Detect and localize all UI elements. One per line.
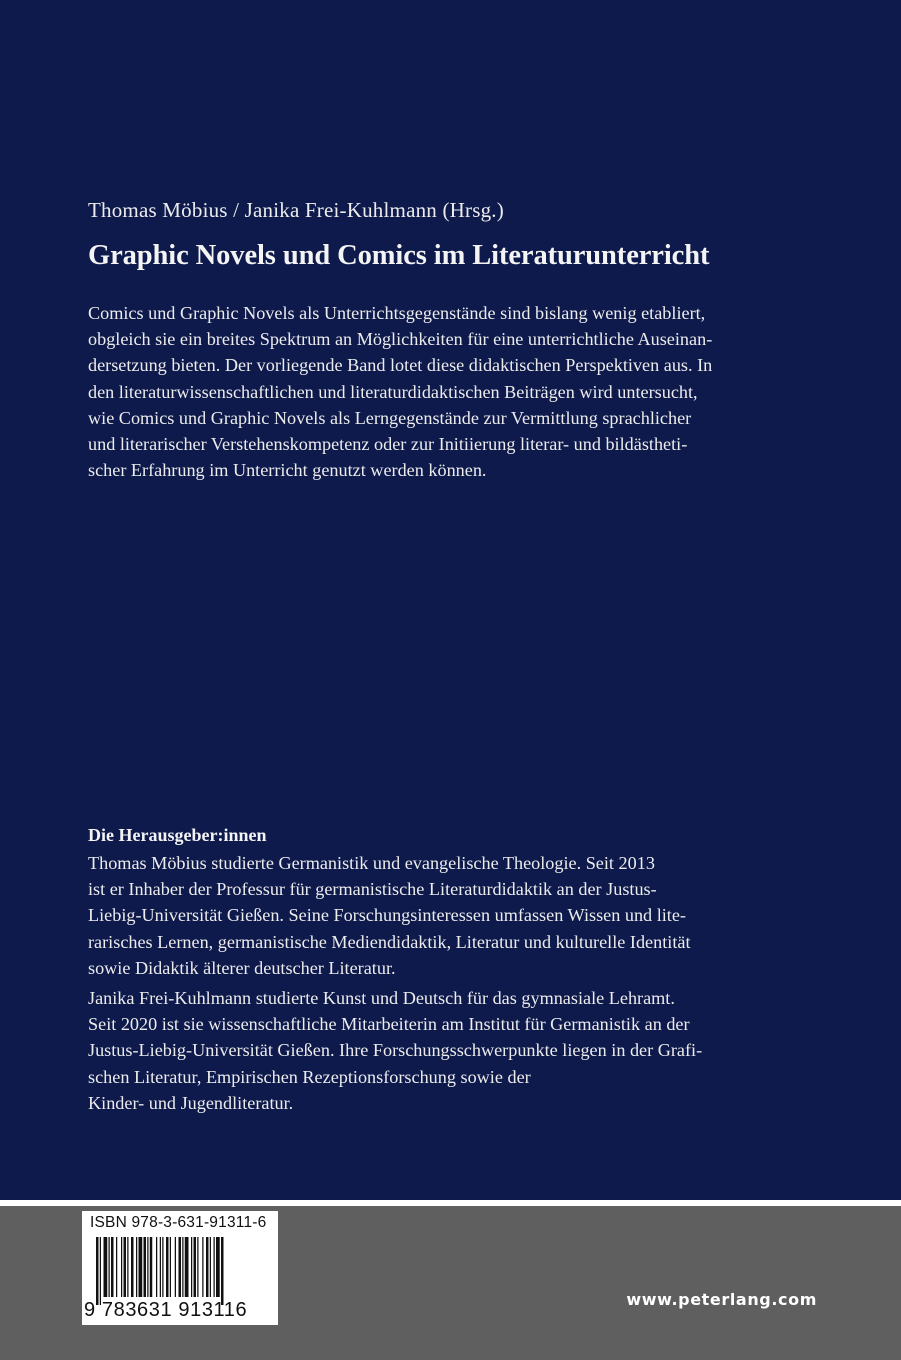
barcode-bar xyxy=(131,1237,134,1297)
bio-line: sowie Didaktik älterer deutscher Literatur. xyxy=(88,957,396,978)
barcode-bars xyxy=(96,1237,274,1305)
editors-heading: Die Herausgeber:innen xyxy=(88,825,267,845)
barcode-bar xyxy=(210,1237,211,1297)
bio-line: Kinder- und Jugendliteratur. xyxy=(88,1092,294,1113)
blurb-line: und literarischer Verstehenskompetenz oder zur Initiierung literar- und bildästheti- xyxy=(88,434,688,455)
barcode-bar xyxy=(216,1237,220,1297)
barcode-bar xyxy=(194,1237,197,1297)
barcode-bar xyxy=(144,1237,147,1297)
blurb-line: den literaturwissenschaftlichen und literaturdidaktischen Beiträgen wird untersucht, xyxy=(88,381,698,402)
barcode-bar xyxy=(202,1237,203,1297)
bio-line: Thomas Möbius studierte Germanistik und evangelische Theologie. Seit 2013 xyxy=(88,853,655,873)
barcode-bar xyxy=(116,1237,117,1297)
barcode-bar xyxy=(147,1237,148,1297)
barcode-bar xyxy=(170,1237,171,1297)
barcode-bar xyxy=(139,1237,143,1297)
editor-bio-moebius xyxy=(88,850,828,981)
barcode-bar xyxy=(191,1237,192,1297)
barcode-bar xyxy=(214,1237,215,1297)
barcode-bar xyxy=(136,1237,137,1297)
barcode-bar xyxy=(185,1237,189,1297)
bio-line: Seit 2020 ist sie wissenschaftliche Mitarbeiterin am Institut für Germanistik an der xyxy=(88,1014,690,1035)
barcode-bar xyxy=(124,1237,127,1297)
blurb-line: wie Comics und Graphic Novels als Lerngegenstände zur Vermittlung sprachlicher xyxy=(88,407,692,428)
barcode-bar xyxy=(150,1237,153,1297)
barcode-bar xyxy=(100,1237,101,1305)
barcode-bar xyxy=(121,1237,122,1297)
isbn-label: ISBN 978-3-631-91311-6 xyxy=(90,1214,267,1231)
barcode-bar xyxy=(127,1237,128,1297)
barcode-digits: 9 783631 913116 xyxy=(84,1299,248,1321)
blurb-paragraph xyxy=(88,300,828,483)
bio-line: schen Literatur, Empirischen Rezeptionsforschung sowie der xyxy=(88,1066,531,1087)
isbn-barcode xyxy=(82,1211,278,1325)
barcode-bar xyxy=(111,1237,114,1297)
barcode-bar xyxy=(221,1237,224,1305)
bio-line: Justus-Liebig-Universität Gießen. Ihre Forschungsschwerpunkte liegen in der Grafi- xyxy=(88,1040,703,1061)
blurb-line: obgleich sie ein breites Spektrum an Möglichkeiten für eine unterrichtliche Auseinan- xyxy=(88,329,713,350)
book-title: Graphic Novels und Comics im Literaturunterricht xyxy=(88,240,710,271)
blurb-line: Comics und Graphic Novels als Unterrichtsgegenstände sind bislang wenig etabliert, xyxy=(88,303,706,323)
bio-line: Janika Frei-Kuhlmann studierte Kunst und Deutsch für das gymnasiale Lehramt. xyxy=(88,988,675,1008)
barcode-bar xyxy=(166,1237,169,1297)
barcode-bar xyxy=(104,1237,108,1297)
barcode-bar xyxy=(96,1237,99,1305)
bio-line: Liebig-Universität Gießen. Seine Forschungsinteressen umfassen Wissen und lite- xyxy=(88,905,686,926)
barcode-bar xyxy=(179,1237,182,1297)
editor-bio-frei-kuhlmann xyxy=(88,985,828,1116)
barcode-bar xyxy=(162,1237,163,1297)
barcode-bar xyxy=(109,1237,110,1297)
authors-line: Thomas Möbius / Janika Frei-Kuhlmann (Hrsg.) xyxy=(88,198,504,222)
bio-line: rarisches Lernen, germanistische Mediendidaktik, Literatur und kulturelle Identität xyxy=(88,931,691,952)
barcode-bar xyxy=(160,1237,161,1297)
barcode-bar xyxy=(182,1237,183,1297)
publisher-url: www.peterlang.com xyxy=(626,1290,817,1309)
blurb-line: scher Erfahrung im Unterricht genutzt werden können. xyxy=(88,460,487,481)
blurb-line: dersetzung bieten. Der vorliegende Band lotet diese didaktischen Perspektiven aus. In xyxy=(88,355,713,376)
barcode-bar xyxy=(206,1237,209,1297)
barcode-bar xyxy=(197,1237,198,1297)
bio-line: ist er Inhaber der Professur für germanistische Literaturdidaktik an der Justus- xyxy=(88,879,657,900)
barcode-bar xyxy=(175,1237,176,1297)
barcode-bar xyxy=(156,1237,157,1297)
